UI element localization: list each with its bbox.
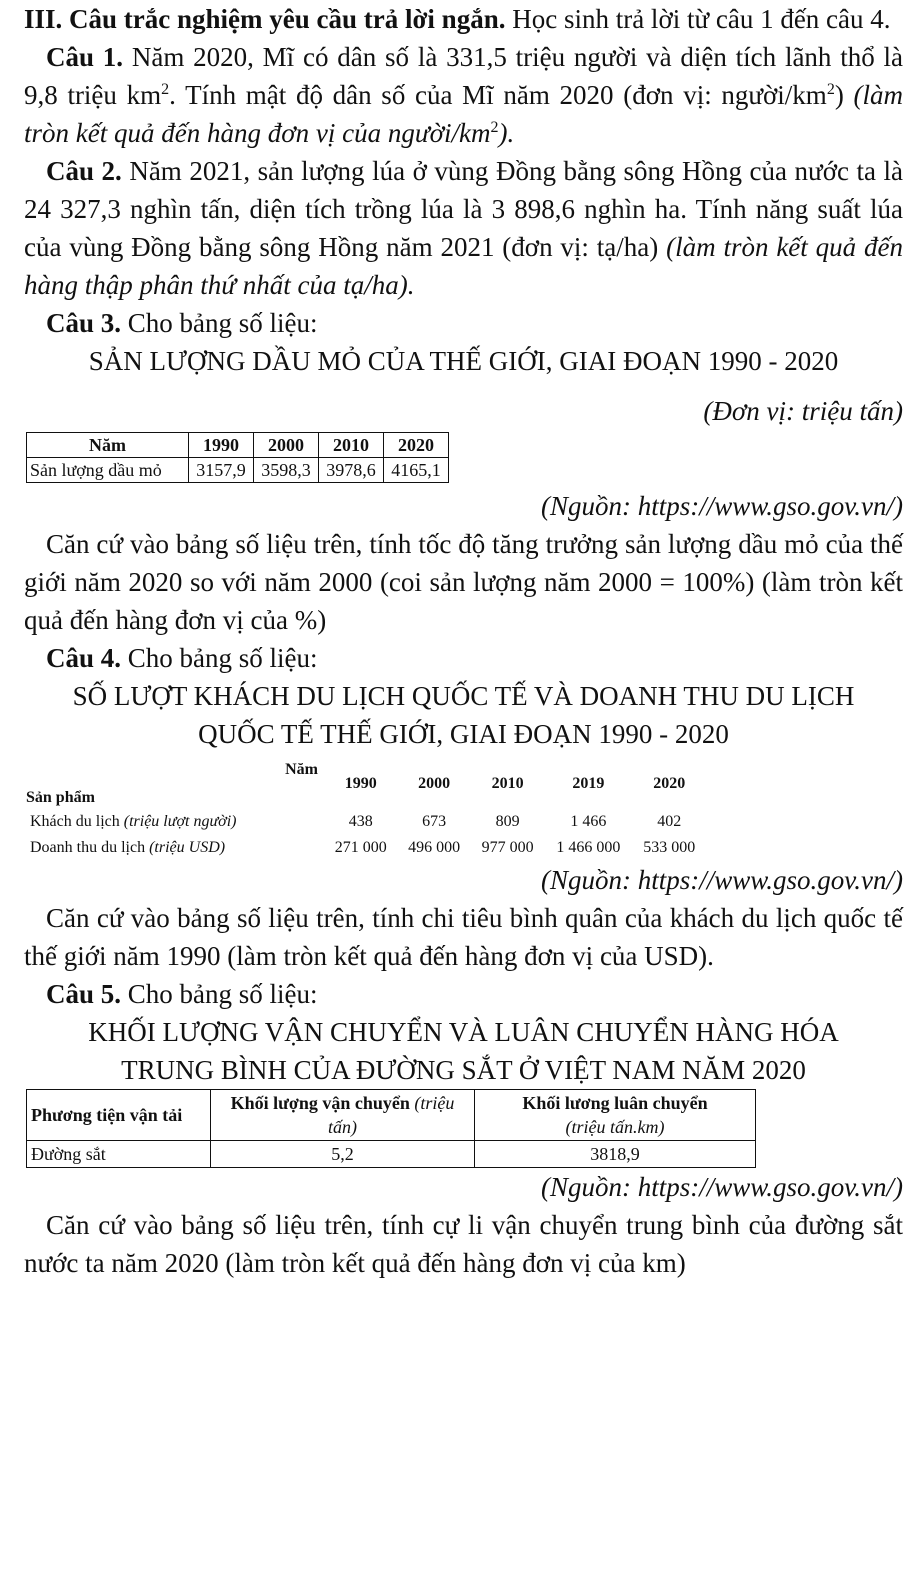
table-cell: 438: [348, 813, 373, 830]
superscript-2: 2: [826, 81, 835, 98]
table-cell: 3157,9: [189, 458, 254, 483]
question-2: [24, 152, 903, 304]
question-2-text: Năm 2021, sản lượng lúa ở vùng Đồng bằng sông Hồng của nước ta là 24 327,3 nghìn tấn, diện tích trồng lúa là 3 898,6 nghìn ha. Tính năng suất lúa của vùng Đồng bằng sông Hồng năm 2021 (đơn vị: tạ/ha): [24, 156, 903, 262]
table-3-unit: [24, 392, 903, 430]
table-header-cell: 1990: [344, 775, 377, 792]
table-cell: 3598,3: [254, 458, 319, 483]
row-unit: (triệu lượt người): [123, 813, 237, 830]
question-4-label: Câu 4.: [46, 643, 122, 673]
question-5-label: Câu 5.: [46, 979, 122, 1009]
col3-unit: (triệu tấn.km): [565, 1117, 665, 1137]
question-1-note: (làm tròn kết quả đến hàng đơn vị của người/km: [24, 80, 903, 148]
table-cell: 3978,6: [319, 458, 384, 483]
question-3-text: Căn cứ vào bảng số liệu trên, tính tốc độ tăng trưởng sản lượng dầu mỏ của thế giới năm 2020 so với năm 2000 (coi sản lượng năm 2000 = 100%) (làm tròn kết quả đến hàng đơn vị của %): [24, 529, 903, 635]
table-header-cell: 2020: [653, 775, 686, 792]
table-header-cell: Năm: [27, 433, 189, 458]
table-cell: 3818,9: [475, 1141, 756, 1168]
question-1-label: Câu 1.: [46, 42, 124, 72]
table-header-cell: [211, 1090, 475, 1141]
table-3-source: [24, 487, 903, 525]
question-5-text: Căn cứ vào bảng số liệu trên, tính cự li vận chuyển trung bình của đường sắt nước ta năm 2020 (làm tròn kết quả đến hàng đơn vị của km): [24, 1210, 903, 1278]
row-unit: (triệu USD): [149, 839, 226, 856]
question-3-intro-text: Cho bảng số liệu:: [121, 308, 318, 338]
table-cell: 533 000: [643, 839, 696, 856]
table-cell: 1 466: [570, 813, 607, 830]
table-header-cell: 2020: [384, 433, 449, 458]
table-row: [27, 458, 449, 483]
table-4-source-text: (Nguồn: https://www.gso.gov.vn/): [541, 865, 903, 895]
corner-year-label: Năm: [285, 761, 318, 778]
question-5-intro: [24, 975, 903, 1013]
table-cell: 673: [422, 813, 447, 830]
section-header: [24, 0, 903, 38]
table-cell: 496 000: [408, 839, 461, 856]
table-cell: 809: [495, 813, 520, 830]
table-header-cell: 2000: [418, 775, 451, 792]
question-5-intro-text: Cho bảng số liệu:: [121, 979, 318, 1009]
table-5-source: [24, 1168, 903, 1206]
table-3-source-text: (Nguồn: https://www.gso.gov.vn/): [541, 491, 903, 521]
table-header-cell: Phương tiện vận tải: [27, 1090, 211, 1141]
table-4-title: SỐ LƯỢT KHÁCH DU LỊCH QUỐC TẾ VÀ DOANH THU DU LỊCH QUỐC TẾ THẾ GIỚI, GIAI ĐOẠN 1990 - 2020: [72, 681, 855, 749]
corner-product-label: Sản phẩm: [26, 789, 95, 806]
question-4-intro-text: Cho bảng số liệu:: [121, 643, 318, 673]
table-header-cell: [475, 1090, 756, 1141]
table-cell: 1 466 000: [556, 839, 621, 856]
table-cell: 402: [657, 813, 682, 830]
railway-freight-table: [26, 1089, 756, 1168]
question-1-note-end: ).: [498, 118, 515, 148]
question-2-label: Câu 2.: [46, 156, 122, 186]
table-5-title: KHỐI LƯỢNG VẬN CHUYỂN VÀ LUÂN CHUYỂN HÀNG HÓA TRUNG BÌNH CỦA ĐƯỜNG SẮT Ở VIỆT NAM NĂM 2020: [88, 1017, 839, 1085]
question-4-intro: [24, 639, 903, 677]
table-row: [26, 809, 706, 835]
table-header-row: [27, 1090, 756, 1141]
table-header-cell: 2010: [491, 775, 524, 792]
question-1: [24, 38, 903, 152]
question-3-label: Câu 3.: [46, 308, 122, 338]
table-3-title: SẢN LƯỢNG DẦU MỎ CỦA THẾ GIỚI, GIAI ĐOẠN 1990 - 2020: [88, 346, 839, 376]
table-row-label: [26, 835, 324, 861]
question-3-intro: [24, 304, 903, 342]
table-4-source: [24, 861, 903, 899]
table-corner-cell: [26, 759, 324, 809]
table-header-cell: 1990: [189, 433, 254, 458]
table-header-cell: 2000: [254, 433, 319, 458]
col2-label: Khối lượng vận chuyển: [230, 1093, 415, 1113]
col3-label: Khối lương luân chuyển: [522, 1093, 708, 1113]
question-1-text-c: ): [834, 80, 854, 110]
table-3-unit-text: (Đơn vị: triệu tấn): [703, 396, 903, 426]
col2-unit: (triệu tấn): [328, 1093, 455, 1137]
table-cell: Đường sắt: [27, 1141, 211, 1168]
section-title: III. Câu trắc nghiệm yêu cầu trả lời ngắn.: [24, 4, 506, 34]
table-row: [26, 835, 706, 861]
table-header-row: [26, 759, 706, 809]
row-name: Doanh thu du lịch: [30, 839, 150, 856]
table-cell: 5,2: [211, 1141, 475, 1168]
superscript-2: 2: [490, 119, 499, 136]
table-cell: 271 000: [334, 839, 387, 856]
question-1-text-a: Năm 2020, Mĩ có dân số là 331,5 triệu người và diện tích lãnh thổ là 9,8 triệu km: [24, 42, 903, 110]
section-instruction: Học sinh trả lời từ câu 1 đến câu 4.: [505, 4, 891, 34]
question-2-note: (làm tròn kết quả đến hàng thập phân thứ nhất của tạ/ha).: [24, 232, 903, 300]
question-4-text: Căn cứ vào bảng số liệu trên, tính chi tiêu bình quân của khách du lịch quốc tế thế giới năm 1990 (làm tròn kết quả đến hàng đơn vị của USD).: [24, 903, 903, 971]
table-header-cell: 2019: [572, 775, 605, 792]
table-header-row: [27, 433, 449, 458]
table-cell: 977 000: [481, 839, 534, 856]
superscript-2: 2: [161, 81, 170, 98]
table-cell: Sản lượng dầu mỏ: [27, 458, 189, 483]
row-name: Khách du lịch: [30, 813, 124, 830]
tourism-table: [26, 759, 706, 861]
table-row: [27, 1141, 756, 1168]
table-row-label: [26, 809, 324, 835]
question-1-text-b: . Tính mật độ dân số của Mĩ năm 2020 (đơn vị: người/km: [169, 80, 827, 110]
table-header-cell: 2010: [319, 433, 384, 458]
table-5-source-text: (Nguồn: https://www.gso.gov.vn/): [541, 1172, 903, 1202]
oil-production-table: [26, 432, 449, 483]
table-cell: 4165,1: [384, 458, 449, 483]
